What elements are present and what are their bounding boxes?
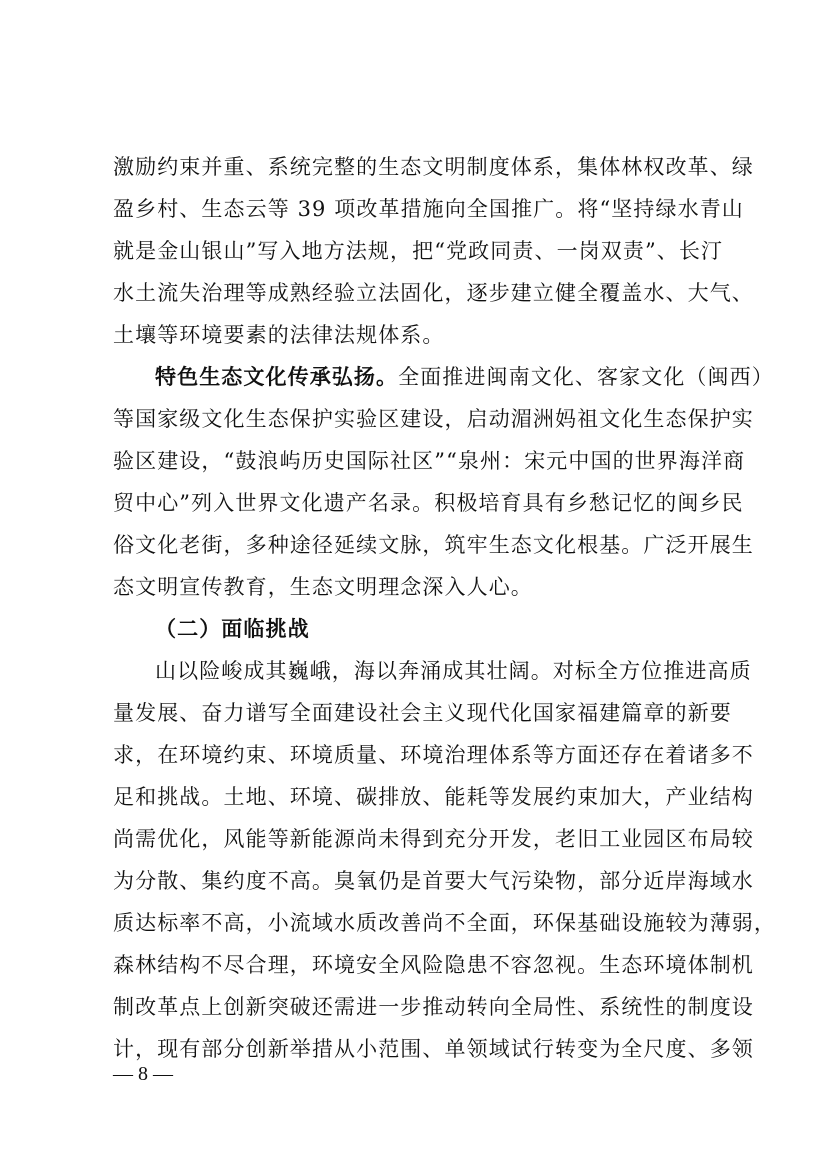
paragraph-1-line-1: 激励约束并重、系统完整的生态文明制度体系，集体林权改革、绿 [113, 155, 754, 179]
paragraph-2-line-4: 贸中心”列入世界文化遗产名录。积极培育具有乡愁记忆的闽乡民 [113, 491, 744, 515]
paragraph-2-line-1 [155, 362, 774, 392]
paragraph-2-lead: 特色生态文化传承弘扬。 [155, 364, 399, 389]
paragraph-1-line-5: 土壤等环境要素的法律法规体系。 [113, 323, 445, 347]
paragraph-3-line-3: 求，在环境约束、环境质量、环境治理体系等方面还存在着诸多不 [113, 743, 754, 767]
paragraph-1-line-2: 盈乡村、生态云等 39 项改革措施向全国推广。将“坚持绿水青山 [113, 197, 744, 221]
paragraph-3-line-7: 质达标率不高，小流域水质改善尚不全面，环保基础设施较为薄弱， [113, 911, 776, 935]
paragraph-1-line-3: 就是金山银山”写入地方法规，把“党政同责、一岗双责”、长汀 [113, 239, 724, 263]
paragraph-3-line-8: 森林结构不尽合理，环境安全风险隐患不容忽视。生态环境体制机 [113, 953, 754, 977]
paragraph-2-line-1-text: 全面推进闽南文化、客家文化（闽西） [398, 365, 774, 389]
page-number: — 8 — [113, 1063, 173, 1085]
paragraph-2-line-2: 等国家级文化生态保护实验区建设，启动湄洲妈祖文化生态保护实 [113, 407, 754, 431]
paragraph-3-line-5: 尚需优化，风能等新能源尚未得到充分开发，老旧工业园区布局较 [113, 827, 754, 851]
paragraph-3-line-4: 足和挑战。土地、环境、碳排放、能耗等发展约束加大，产业结构 [113, 785, 754, 809]
paragraph-3-line-9: 制改革点上创新突破还需进一步推动转向全局性、系统性的制度设 [113, 995, 754, 1019]
paragraph-2-line-6: 态文明宣传教育，生态文明理念深入人心。 [113, 575, 533, 599]
paragraph-3-line-1: 山以险峻成其巍峨，海以奔涌成其壮阔。对标全方位推进高质 [155, 659, 752, 683]
paragraph-3-line-2: 量发展、奋力谱写全面建设社会主义现代化国家福建篇章的新要 [113, 701, 732, 725]
paragraph-2-line-3: 验区建设，“鼓浪屿历史国际社区”“泉州：宋元中国的世界海洋商 [113, 449, 746, 473]
paragraph-3-line-10: 计，现有部分创新举措从小范围、单领域试行转变为全尺度、多领 [113, 1037, 754, 1061]
section-heading: （二）面临挑战 [155, 616, 310, 641]
paragraph-2-line-5: 俗文化老街，多种途径延续文脉，筑牢生态文化根基。广泛开展生 [113, 533, 754, 557]
paragraph-1-line-4: 水土流失治理等成熟经验立法固化，逐步建立健全覆盖水、大气、 [113, 281, 754, 305]
paragraph-3-line-6: 为分散、集约度不高。臭氧仍是首要大气污染物，部分近岸海域水 [113, 869, 754, 893]
